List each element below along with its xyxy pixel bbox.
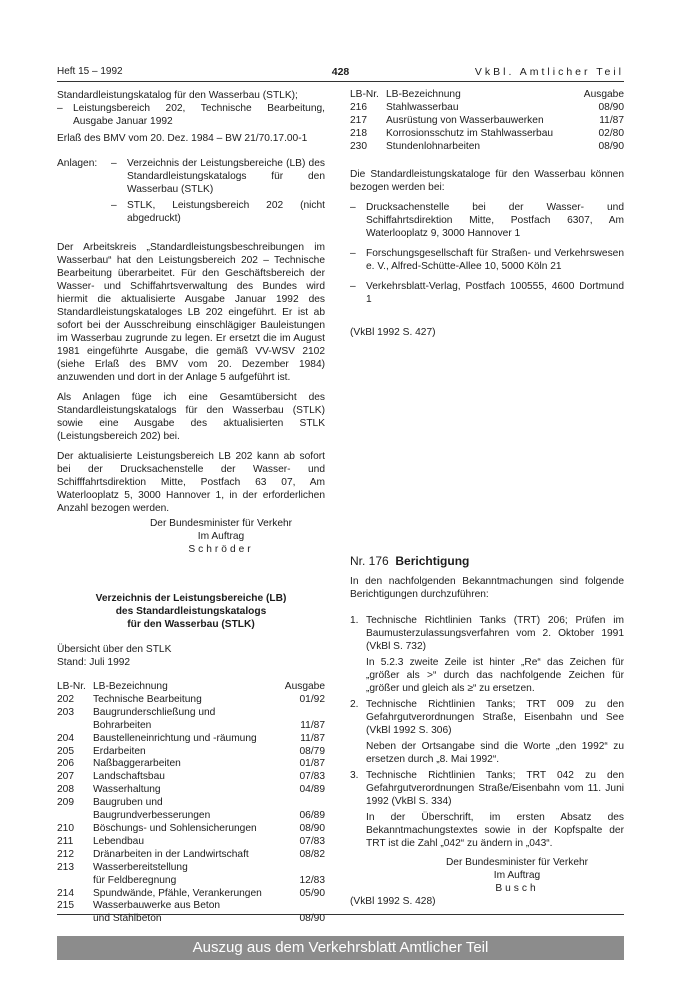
notice-title: Berichtigung (395, 553, 470, 568)
lb-name: und Stahlbeton (93, 913, 162, 925)
page-number: 428 (331, 66, 350, 78)
lb-name: Lebendbau (93, 835, 144, 847)
lb-edition: 01/92 (299, 693, 325, 705)
lb-name: Baugrunderschließung und (93, 706, 216, 718)
body-paragraph: Der Arbeitskreis „Standardleistungsbeschreibungen im Wasserbau“ hat den Leistungsbereich 202 – Technische Bearbeitung überarbeitet. Für den Geschäftsbereich der Wasser- und Schiffahrtsverwaltung des Bundes wird hiermit die aktualisierte Ausgabe Januar 1992 des Standardleistungskataloges LB 202 eingeführt. Er ist ab sofort bei der Ausschreibung einschlägiger Bauleistungen im Wasserbau zugrunde zu legen. Er ersetzt die im August 1981 eingeführte Ausgabe, die gemäß VV-WSV 2102 (siehe Erlaß des BMV vom 20. Dezember 1984) anzuwenden und dort in der Anlage 5 aufgeführt ist. (57, 242, 325, 383)
lb-edition: 07/83 (299, 835, 325, 847)
lb-number (57, 913, 93, 926)
correction-item (350, 698, 624, 737)
item-text: Technische Richtlinien Tanks (TRT) 206; Prüfen im Baumusterzulassungsverfahren vom 2. Oktober 1991 (VkBl S. 732) (366, 614, 624, 652)
decree-reference: Erlaß des BMV vom 20. Dez. 1984 – BW 21/70.17.00-1 (57, 133, 308, 144)
supply-source: – Drucksachenstelle bei der Wasser- und Schiffahrtsdirektion Mitte, Postfach 6307, Am Waterlooplatz 9, 3000 Hannover 1 (350, 201, 624, 239)
table-row (57, 771, 325, 784)
supply-source: – Forschungsgesellschaft für Straßen- und Verkehrswesen e. V., Alfred-Schütte-Allee 10, 5000 Köln 21 (350, 247, 624, 272)
col-header-ausgabe: Ausgabe (583, 89, 624, 100)
lb-number: 230 (350, 140, 367, 152)
lb-name: Baugrundverbesserungen (93, 810, 211, 822)
table-row (57, 849, 325, 862)
lb-number: 209 (57, 797, 74, 809)
attachment-item: – STLK, Leistungsbereich 202 (nicht abgedruckt) (111, 200, 325, 224)
directory-heading (57, 592, 325, 631)
item-correction: In der Überschrift, im ersten Absatz des Bekanntmachungstextes sowie in der Kopfspalte der TRT ist die Zahl „042“ zu ändern in „043“. (366, 811, 624, 849)
lb-edition (277, 797, 325, 810)
table-header-row (350, 89, 624, 102)
table-row (57, 733, 325, 746)
table-row (350, 115, 624, 128)
signature-block (350, 856, 624, 895)
item-correction: Neben der Ortsangabe sind die Worte „den 1992“ zu ersetzen durch „8. Mai 1992“. (366, 740, 624, 765)
lb-edition: 07/83 (299, 771, 325, 783)
lb-edition: 11/87 (599, 114, 624, 126)
footer-banner: Auszug aus dem Verkehrsblatt Amtlicher Teil (57, 936, 624, 960)
lb-name: Wasserbauwerke aus Beton (93, 900, 221, 912)
lb-number: 207 (57, 771, 74, 783)
table-row (57, 758, 325, 771)
lb-name: Baugruben und (93, 797, 163, 809)
correction-item (350, 769, 624, 808)
lb-edition: 05/90 (299, 887, 325, 899)
lb-number: 204 (57, 732, 74, 744)
lb-name: Technische Bearbeitung (93, 693, 202, 705)
lb-number: 203 (57, 706, 74, 718)
table-row (57, 694, 325, 707)
signature-block (57, 517, 325, 556)
attachment-item: – Verzeichnis der Leistungsbereiche (LB) des Standardleistungskatalogs für den Wasserbau (STLK) (111, 158, 325, 195)
lb-number: 216 (350, 101, 367, 113)
attachments-list (57, 157, 325, 225)
lb-number: 208 (57, 784, 74, 796)
table-row (57, 823, 325, 836)
signature-name: Busch (495, 882, 539, 894)
attachments-label: Anlagen: (57, 158, 98, 169)
lb-name: Landschaftsbau (93, 771, 165, 783)
table-row (57, 797, 325, 810)
lb-number: 206 (57, 758, 74, 770)
lb-number (57, 810, 93, 823)
body-paragraph: Als Anlagen füge ich eine Gesamtübersicht des Standardleistungskatalogs für den Wasserbau (STLK) sowie eine Ausgabe des aktualisierten STLK (Leistungsbereich 202) bei. (57, 392, 325, 442)
lb-name: für Feldberegnung (93, 874, 177, 886)
lb-edition: 08/82 (299, 848, 325, 860)
lb-number: 217 (350, 114, 367, 126)
lb-edition: 01/87 (299, 758, 325, 770)
lb-name: Bohrarbeiten (93, 719, 152, 731)
header-divider (57, 81, 624, 82)
lb-edition: 08/90 (598, 140, 624, 152)
lb-name: Wasserhaltung (93, 784, 161, 796)
col-header-nr: LB-Nr. (57, 681, 86, 692)
lb-edition: 06/89 (299, 810, 325, 822)
lb-edition (277, 862, 325, 875)
directory-title-line: für den Wasserbau (STLK) (127, 619, 255, 630)
lb-edition: 08/90 (299, 822, 325, 834)
lb-edition (277, 900, 325, 913)
lb-edition: 08/90 (598, 101, 624, 113)
table-row (350, 102, 624, 115)
signature-authority: Der Bundesminister für Verkehr (445, 856, 589, 868)
lb-edition: 12/83 (299, 874, 325, 886)
lb-number: 218 (350, 127, 367, 139)
directory-stand: Stand: Juli 1992 (57, 657, 131, 668)
table-row (350, 128, 624, 141)
lb-number: 214 (57, 887, 74, 899)
lb-name: Böschungs- und Sohlensicherungen (93, 822, 257, 834)
col-header-name: LB-Bezeichnung (386, 89, 461, 100)
lb-name: Wasserbereitstellung (93, 861, 188, 873)
lb-name: Korrosionsschutz im Stahlwasserbau (386, 127, 554, 139)
lb-number: 213 (57, 861, 74, 873)
source-reference: (VkBl 1992 S. 428) (350, 895, 436, 907)
table-row (57, 900, 325, 913)
lb-edition: 11/87 (300, 719, 325, 731)
supply-source: – Verkehrsblatt-Verlag, Postfach 100555, 4600 Dortmund 1 (350, 280, 624, 305)
lb-name: Ausrüstung von Wasserbauwerken (386, 114, 544, 126)
lb-name: Baustelleneinrichtung und -räumung (93, 732, 257, 744)
lb-number: 205 (57, 745, 74, 757)
table-header-row (57, 681, 325, 694)
lb-name: Erdarbeiten (93, 745, 146, 757)
body-paragraph: Der aktualisierte Leistungsbereich LB 202 kann ab sofort bei der Drucksachenstelle der Wasser- und Schifffahrtsdirektion Mitte, Postfach 63 07, Am Waterlooplatz 5, 3000 Hannover 1, in der erforderlichen Anzahl bezogen werden. (57, 451, 325, 514)
table-row (57, 913, 325, 926)
signature-on-behalf: Im Auftrag (197, 531, 245, 542)
signature-name: Schröder (188, 544, 254, 555)
signature-on-behalf: Im Auftrag (493, 869, 541, 881)
directory-title-line: des Standardleistungskatalogs (115, 606, 267, 617)
lb-number (57, 720, 93, 733)
right-column (350, 89, 624, 908)
col-header-name: LB-Bezeichnung (93, 681, 168, 692)
lb-edition: 08/90 (299, 913, 325, 925)
lb-number: 215 (57, 900, 74, 912)
page-header (57, 64, 624, 80)
lb-number: 202 (57, 693, 74, 705)
decree-title-line2: – Leistungsbereich 202, Technische Bearbeitung, Ausgabe Januar 1992 (57, 103, 325, 127)
table-row (57, 810, 325, 823)
publication-title: VkBl. Amtlicher Teil (474, 66, 624, 78)
signature-authority: Der Bundesminister für Verkehr (149, 518, 293, 529)
col-header-nr: LB-Nr. (350, 89, 379, 100)
lb-name: Stahlwasserbau (386, 101, 459, 113)
col-header-ausgabe: Ausgabe (284, 681, 325, 692)
table-row (57, 746, 325, 759)
lb-table-right (350, 89, 624, 154)
item-number: 1. (350, 614, 359, 626)
notice-number: Nr. 176 (350, 553, 389, 568)
lb-edition: 08/79 (299, 745, 325, 757)
lb-edition: 04/89 (299, 784, 325, 796)
decree-title-line1: Standardleistungskatalog für den Wasserbau (STLK); (57, 90, 298, 101)
table-row (57, 707, 325, 720)
correction-intro: In den nachfolgenden Bekanntmachungen sind folgende Berichtigungen durchzuführen: (350, 575, 624, 600)
lb-name: Stundenlohnarbeiten (386, 140, 481, 152)
table-row (57, 875, 325, 888)
directory-overview: Übersicht über den STLK (57, 644, 172, 655)
lb-edition: 11/87 (300, 732, 325, 744)
footer-divider (57, 914, 624, 915)
directory-title-line: Verzeichnis der Leistungsbereiche (LB) (95, 593, 287, 604)
lb-table-left (57, 681, 325, 926)
source-reference: (VkBl 1992 S. 427) (350, 326, 436, 338)
item-text: Technische Richtlinien Tanks; TRT 042 zu den Gefahrgutverordnungen Straße/Eisenbahn vom 11. Juni 1992 (VkBl S. 334) (366, 769, 624, 807)
lb-edition: 02/80 (598, 127, 624, 139)
table-row (57, 784, 325, 797)
issue-label: Heft 15 – 1992 (57, 66, 123, 77)
lb-number: 210 (57, 822, 74, 834)
left-column (57, 89, 325, 926)
supply-intro: Die Standardleistungskataloge für den Wasserbau können bezogen werden bei: (350, 168, 624, 193)
table-row (57, 862, 325, 875)
lb-name: Naßbaggerarbeiten (93, 758, 181, 770)
lb-edition (277, 707, 325, 720)
lb-name: Spundwände, Pfähle, Verankerungen (93, 887, 262, 899)
lb-number: 211 (57, 835, 74, 847)
table-row (57, 836, 325, 849)
lb-name: Dränarbeiten in der Landwirtschaft (93, 848, 249, 860)
table-row (350, 141, 624, 154)
item-number: 3. (350, 769, 359, 781)
table-row (57, 888, 325, 901)
lb-number: 212 (57, 848, 74, 860)
table-row (57, 720, 325, 733)
item-correction: In 5.2.3 zweite Zeile ist hinter „Re“ das Zeichen für „größer als >“ durch das nachfolgende Zeichen für „größer und gleich als ≥“ zu ersetzen. (366, 656, 624, 694)
item-number: 2. (350, 698, 359, 710)
correction-heading (350, 553, 624, 569)
lb-number (57, 875, 93, 888)
item-text: Technische Richtlinien Tanks; TRT 009 zu den Gefahrgutverordnungen Straße, Eisenbahn und See (VkBl 1992 S. 306) (366, 698, 624, 736)
correction-item (350, 614, 624, 653)
